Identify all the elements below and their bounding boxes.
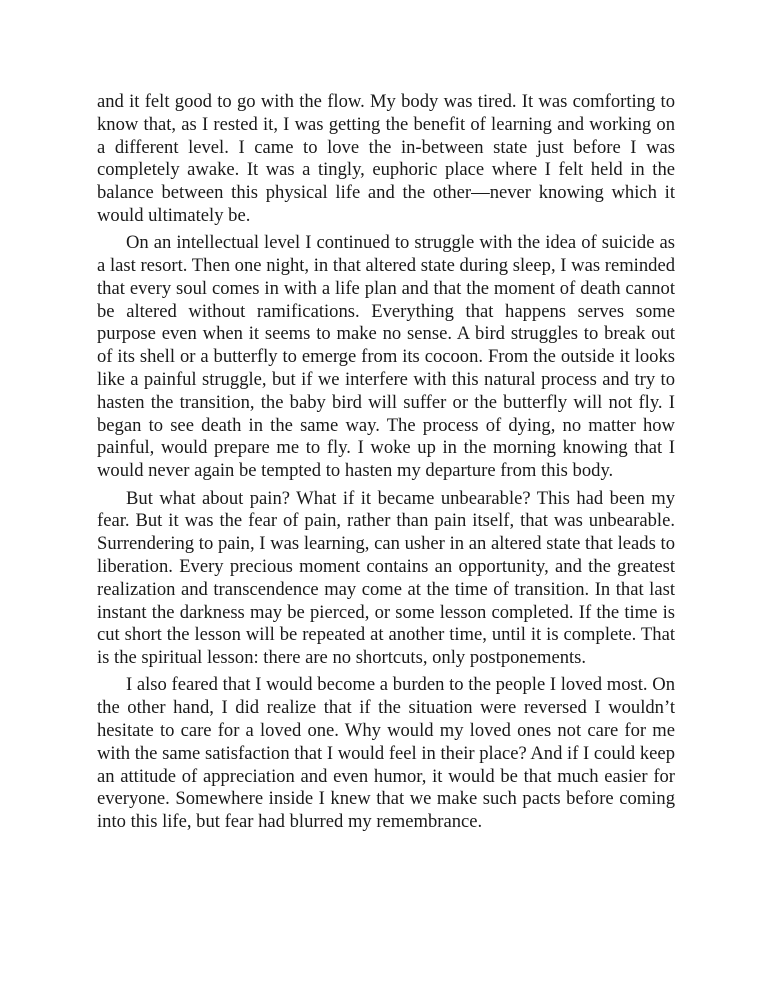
- paragraph-burden-reflection: I also feared that I would become a burden to the people I loved most. On the other hand, I did realize that if the situation were reversed I wouldn’t hesitate to care for a loved one. Why would my loved ones not care for me with the same satisfaction that I would feel in their place? And if I could keep an attitude of appreciation and even humor, it would be that much easier for everyone. Somewhere inside I knew that we make such pacts before coming into this life, but fear had blurred my remembrance.: [97, 674, 675, 833]
- paragraph-suicide-reflection: On an intellectual level I continued to struggle with the idea of suicide as a last resort. Then one night, in that altered state during sleep, I was reminded that every soul comes in with a life plan and that the moment of death cannot be altered without ramifications. Everything that happens serves some purpose even when it seems to make no sense. A bird struggles to break out of its shell or a butterfly to emerge from its cocoon. From the outside it looks like a painful struggle, but if we interfere with this natural process and try to hasten the transition, the baby bird will suffer or the butterfly will not fly. I began to see death in the same way. The process of dying, no matter how painful, would prepare me to fly. I woke up in the morning knowing that I would never again be tempted to hasten my departure from this body.: [97, 232, 675, 482]
- page-body: [97, 91, 675, 839]
- paragraph-pain-reflection: But what about pain? What if it became unbearable? This had been my fear. But it was the fear of pain, rather than pain itself, that was unbearable. Surrendering to pain, I was learning, can usher in an altered state that leads to liberation. Every precious moment contains an opportunity, and the greatest realization and transcendence may come at the time of transition. In that last instant the darkness may be pierced, or some lesson completed. If the time is cut short the lesson will be repeated at another time, until it is complete. That is the spiritual lesson: there are no shortcuts, only postponements.: [97, 487, 675, 669]
- paragraph-continued: and it felt good to go with the flow. My body was tired. It was comforting to know that, as I rested it, I was getting the benefit of learning and working on a different level. I came to love the in-between state just before I was completely awake. It was a tingly, euphoric place where I felt held in the balance between this physical life and the other—never knowing which it would ultimately be.: [97, 91, 675, 226]
